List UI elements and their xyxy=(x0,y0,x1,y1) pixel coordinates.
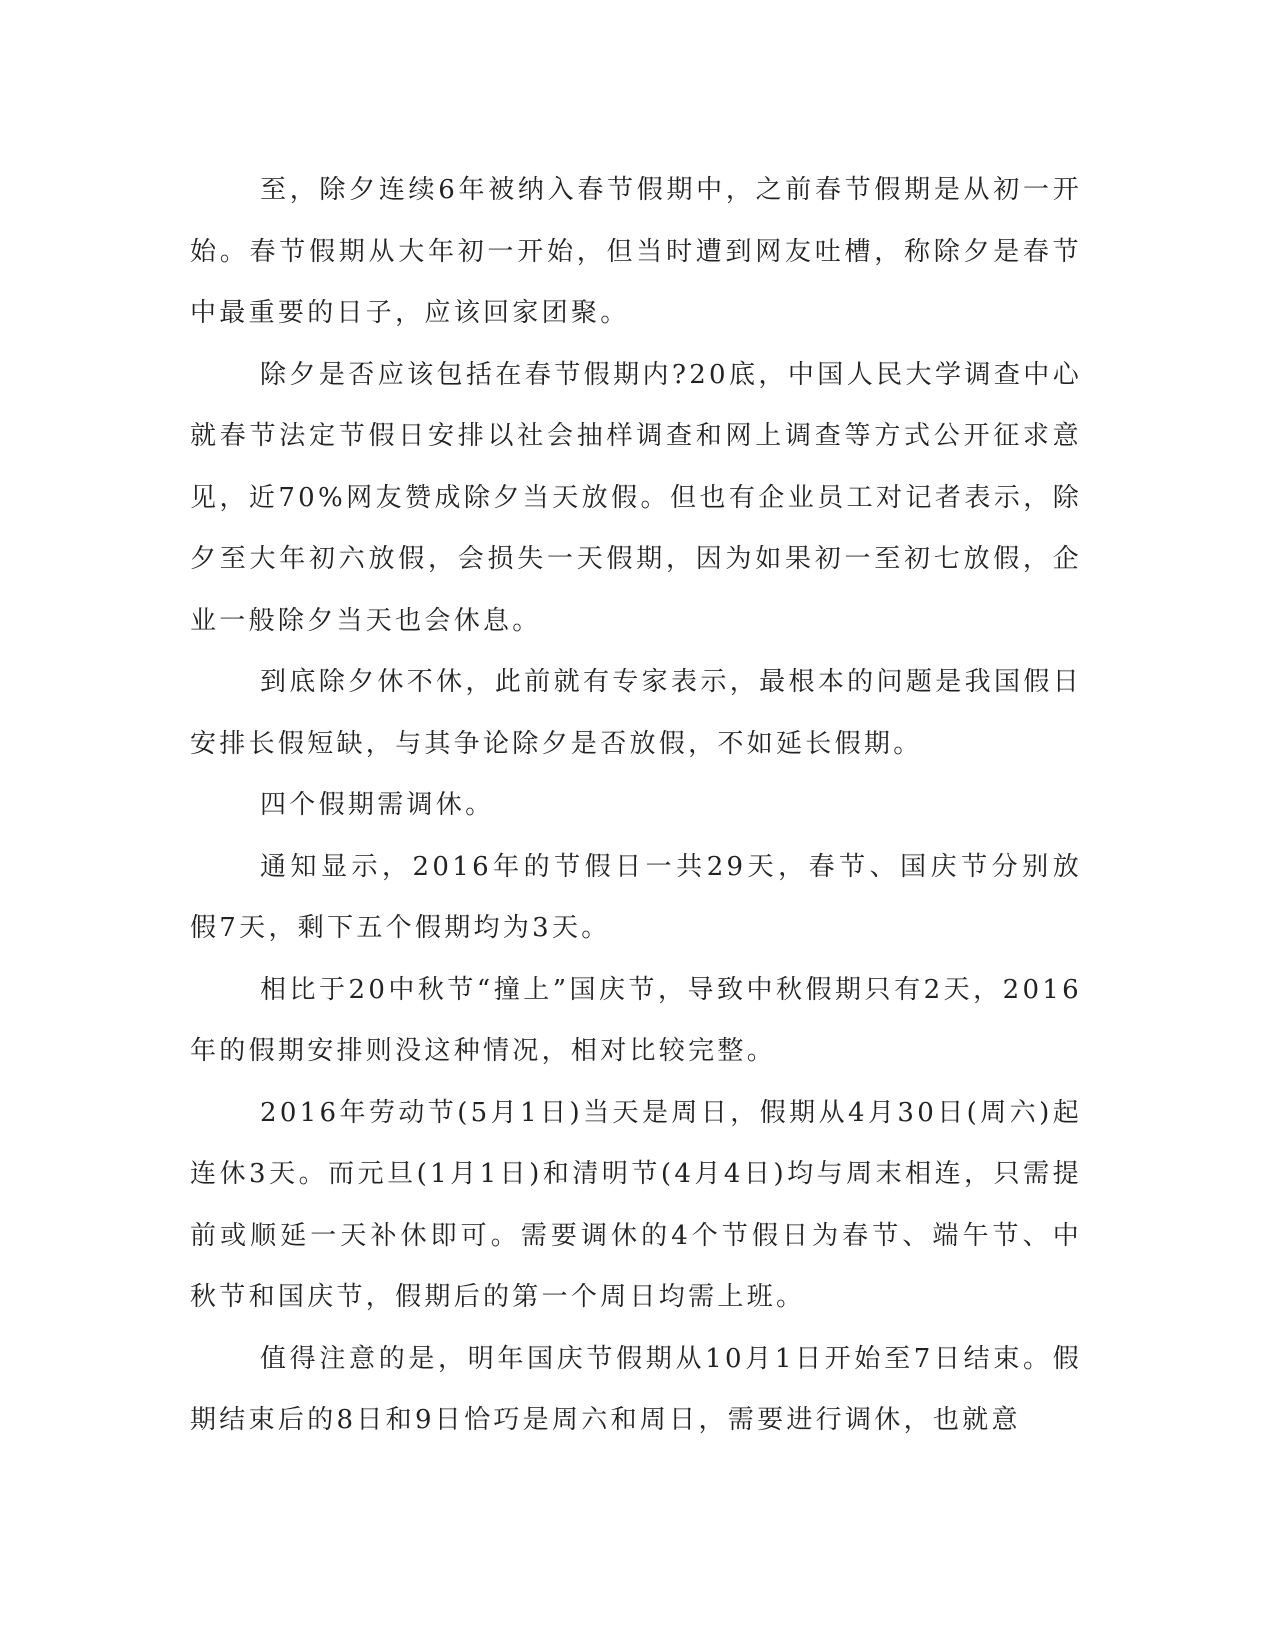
paragraph-eve-survey: 除夕是否应该包括在春节假期内?20底，中国人民大学调查中心就春节法定节假日安排以社会抽样调查和网上调查等方式公开征求意见，近70%网友赞成除夕当天放假。但也有企业员工对记者表示，除夕至大年初六放假，会损失一天假期，因为如果初一至初七放假，企业一般除夕当天也会休息。 xyxy=(190,359,1082,636)
paragraph-expert-opinion: 到底除夕休不休，此前就有专家表示，最根本的问题是我国假日安排长假短缺，与其争论除夕是否放假，不如延长假期。 xyxy=(190,667,1082,759)
paragraph-mid-autumn: 相比于20中秋节“撞上”国庆节，导致中秋假期只有2天，2016年的假期安排则没这种情况，相对比较完整。 xyxy=(190,974,1082,1066)
paragraph-labor-day: 2016年劳动节(5月1日)当天是周日，假期从4月30日(周六)起连休3天。而元旦(1月1日)和清明节(4月4日)均与周末相连，只需提前或顺延一天补休即可。需要调休的4个节假日为春节、端午节、中秋节和国庆节，假期后的第一个周日均需上班。 xyxy=(190,1097,1082,1312)
paragraph-eve-holiday-history: 至，除夕连续6年被纳入春节假期中，之前春节假期是从初一开始。春节假期从大年初一开始，但当时遭到网友吐槽，称除夕是春节中最重要的日子，应该回家团聚。 xyxy=(190,175,1082,328)
paragraph-notice-summary: 通知显示，2016年的节假日一共29天，春节、国庆节分别放假7天，剩下五个假期均为3天。 xyxy=(190,851,1082,943)
document-body xyxy=(190,160,1082,1452)
paragraph-section-heading: 四个假期需调休。 xyxy=(260,790,495,820)
paragraph-national-day: 值得注意的是，明年国庆节假期从10月1日开始至7日结束。假期结束后的8日和9日恰巧是周六和周日，需要进行调休，也就意 xyxy=(190,1343,1082,1435)
